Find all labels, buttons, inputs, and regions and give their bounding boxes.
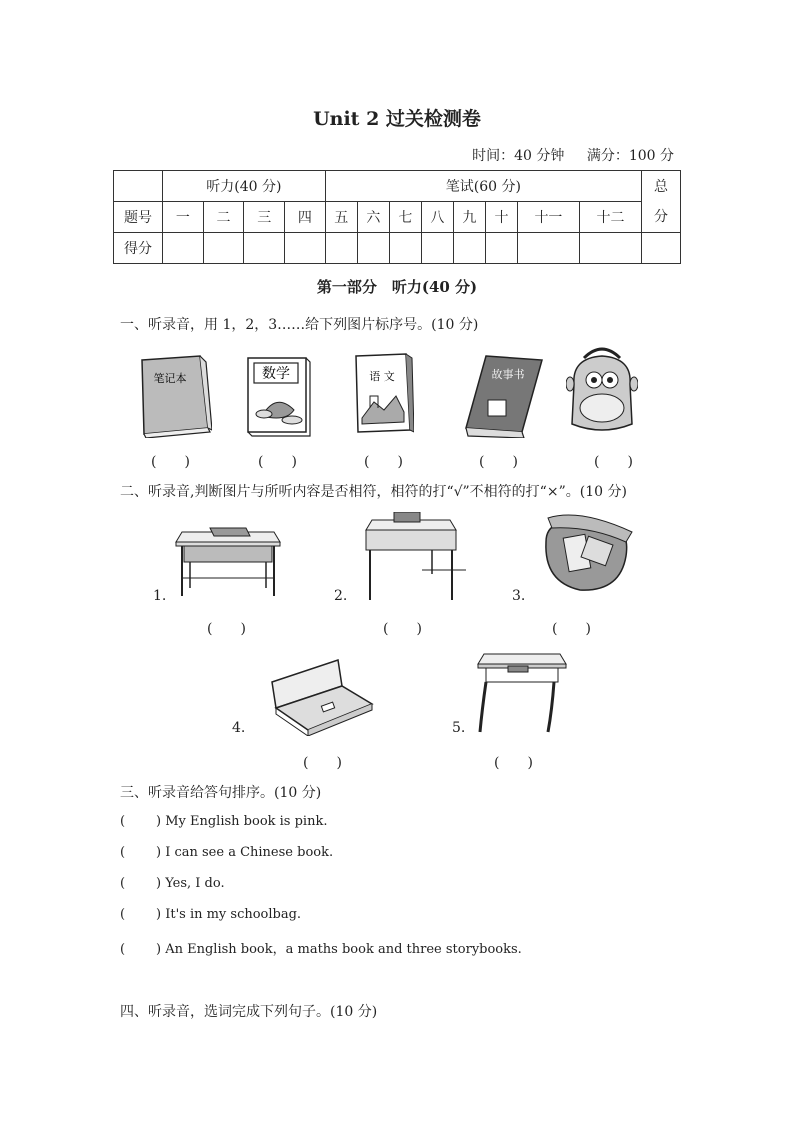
score-cell[interactable]: [357, 233, 389, 264]
score-cell[interactable]: [285, 233, 326, 264]
section3-instruction: 三、听录音给答句排序。(10 分): [120, 785, 322, 801]
full-score: 满分：100 分: [586, 148, 674, 164]
sentence-2: [120, 845, 333, 860]
answer-blank-5[interactable]: ( ): [594, 454, 633, 470]
question-number-cell: 十: [485, 202, 517, 233]
score-cell[interactable]: [517, 233, 579, 264]
storybook-label: 故事书: [491, 368, 525, 381]
sentence-5-text: ) An English book，a maths book and three storybooks.: [156, 942, 522, 957]
score-cell[interactable]: [389, 233, 421, 264]
order-blank-2[interactable]: (: [120, 845, 126, 860]
section1-instruction: 一、听录音，用 1，2，3……给下列图片标序号。(10 分): [120, 317, 479, 333]
order-blank-1[interactable]: (: [120, 814, 126, 829]
total-score-cell[interactable]: [642, 233, 681, 264]
score-cell[interactable]: [325, 233, 357, 264]
item-number-3: 3.: [512, 588, 526, 604]
question-number-cell: 八: [421, 202, 453, 233]
question-number-cell: 五: [325, 202, 357, 233]
judge-blank-3[interactable]: ( ): [552, 621, 591, 637]
item-number-5: 5.: [452, 720, 466, 736]
order-blank-5[interactable]: (: [120, 942, 126, 957]
question-number-cell: 二: [203, 202, 244, 233]
item-number-4: 4.: [232, 720, 246, 736]
question-number-cell: 十一: [517, 202, 579, 233]
score-row-label: 得分: [114, 233, 163, 264]
answer-blank-4[interactable]: ( ): [479, 454, 518, 470]
score-cell[interactable]: [163, 233, 204, 264]
part1-heading: 第一部分 听力(40 分): [316, 278, 478, 296]
maths-book-picture: [246, 356, 312, 438]
judge-blank-4[interactable]: ( ): [303, 755, 342, 771]
judge-blank-5[interactable]: ( ): [494, 755, 533, 771]
chinese-book-picture: [352, 352, 414, 434]
sentence-3-text: ) Yes, I do.: [156, 876, 225, 891]
score-cell[interactable]: [244, 233, 285, 264]
time-limit: 时间：40 分钟: [472, 148, 565, 164]
question-number-cell: 四: [285, 202, 326, 233]
pencil-box-picture: [268, 656, 376, 736]
score-cell[interactable]: [485, 233, 517, 264]
sentence-1-text: ) My English book is pink.: [156, 814, 328, 829]
schoolbag-picture: [566, 344, 638, 436]
judge-blank-1[interactable]: ( ): [207, 621, 246, 637]
question-number-cell: 一: [163, 202, 204, 233]
desk-picture-5: [474, 650, 570, 736]
order-blank-4[interactable]: (: [120, 907, 126, 922]
sentence-1: [120, 814, 327, 829]
sentence-2-text: ) I can see a Chinese book.: [156, 845, 334, 860]
notebook-picture: [134, 352, 212, 438]
sentence-4: [120, 907, 301, 922]
section4-instruction: 四、听录音，选词完成下列句子。(10 分): [120, 1004, 378, 1020]
question-number-cell: 六: [357, 202, 389, 233]
answer-blank-2[interactable]: ( ): [258, 454, 297, 470]
page-title: Unit 2 过关检测卷: [313, 108, 481, 130]
answer-blank-3[interactable]: ( ): [364, 454, 403, 470]
question-number-cell: 七: [389, 202, 421, 233]
question-number-cell: 九: [453, 202, 485, 233]
sentence-4-text: ) It's in my schoolbag.: [156, 907, 302, 922]
section2-instruction: 二、听录音,判断图片与所听内容是否相符，相符的打“√”不相符的打“×”。(10 分): [120, 484, 627, 500]
maths-label: 数学: [262, 366, 290, 382]
score-cell[interactable]: [579, 233, 641, 264]
answer-blank-1[interactable]: ( ): [151, 454, 190, 470]
storybook-picture: [464, 354, 544, 438]
question-number-cell: 三: [244, 202, 285, 233]
score-cell[interactable]: [453, 233, 485, 264]
score-table: [113, 170, 681, 264]
total-label: 总分: [654, 178, 668, 225]
order-blank-3[interactable]: (: [120, 876, 126, 891]
writing-group-header: 笔试(60 分): [325, 171, 641, 202]
listening-group-header: 听力(40 分): [163, 171, 326, 202]
item-number-2: 2.: [334, 588, 348, 604]
notebook-label: 笔记本: [153, 372, 187, 385]
score-cell[interactable]: [203, 233, 244, 264]
sentence-5: [120, 938, 522, 957]
number-row-label: 题号: [114, 202, 163, 233]
time-info: [454, 145, 674, 165]
open-bag-picture: [540, 512, 636, 594]
desk-picture-2: [362, 512, 466, 604]
total-header: [642, 171, 681, 233]
score-table-corner: [114, 171, 163, 202]
judge-blank-2[interactable]: ( ): [383, 621, 422, 637]
desk-picture-1: [174, 522, 282, 598]
sentence-3: [120, 876, 225, 891]
chinese-label: 语 文: [369, 370, 395, 383]
item-number-1: 1.: [153, 588, 167, 604]
score-cell[interactable]: [421, 233, 453, 264]
question-number-cell: 十二: [579, 202, 641, 233]
